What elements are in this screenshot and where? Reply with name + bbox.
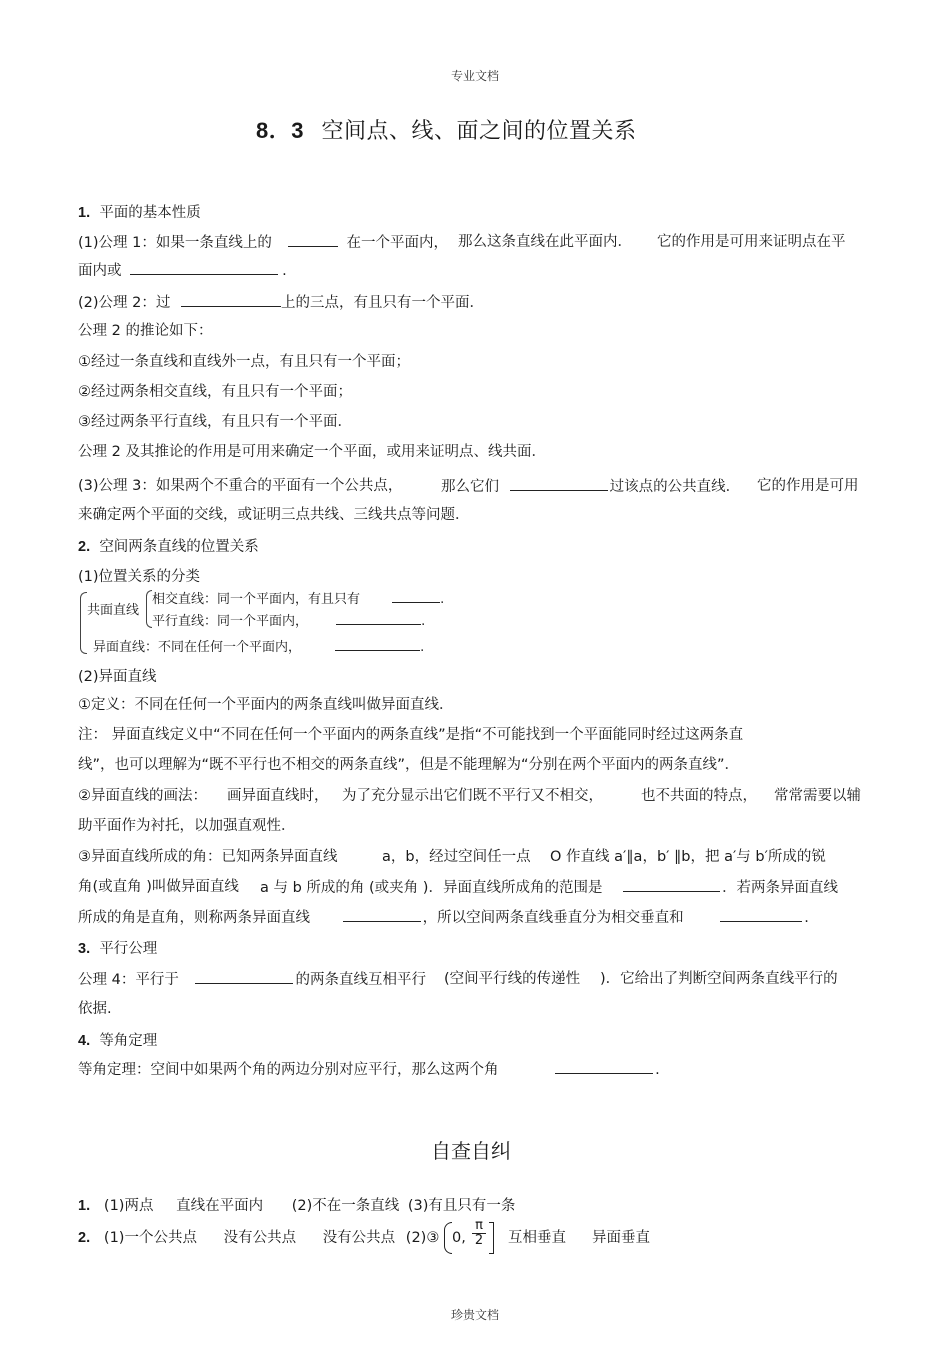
axiom2-corollary-intro: 公理 2 的推论如下： xyxy=(78,323,213,339)
axiom3-text-b: 那么它们 过该点的公共直线． xyxy=(441,476,740,497)
interval-left: 0, xyxy=(452,1230,466,1246)
section-3-heading: 3. 平行公理 xyxy=(78,941,158,957)
title-number: 8．3 xyxy=(256,118,304,143)
axiom2-usage: 公理 2 及其推论的作用是可用来确定一个平面，或用来证明点、线共面． xyxy=(78,444,546,460)
blank[interactable] xyxy=(181,292,281,307)
drawing-text: 为了充分显示出它们既不平行又不相交， xyxy=(342,788,603,804)
skew-definition: ①定义：不同在任何一个平面内的两条直线叫做异面直线． xyxy=(78,697,454,713)
blank[interactable] xyxy=(130,260,278,275)
page-footer: 珍贵文档 xyxy=(451,1308,500,1322)
interval-close-bracket xyxy=(489,1222,494,1254)
axiom1-text: 它的作用是可用来证明点在平 xyxy=(657,234,846,250)
outer-brace xyxy=(80,592,87,654)
skew-lines-title: (2)异面直线 xyxy=(78,669,157,685)
interval-open-paren xyxy=(444,1222,452,1254)
axiom2-line: (2)公理 2：过 上的三点，有且只有一个平面． xyxy=(78,292,484,313)
equal-angle-theorem: 等角定理：空间中如果两个角的两边分别对应平行，那么这两个角 . xyxy=(78,1059,660,1080)
axiom3-text: (3)公理 3：如果两个不重合的平面有一个公共点， xyxy=(78,478,403,494)
parallel-row: 平行直线：同一个平面内， . xyxy=(152,614,426,629)
axiom3-text: 它的作用是可用 xyxy=(757,478,859,494)
answer-row-2: 2. (1)一个公共点 没有公共点 没有公共点 (2)③ xyxy=(78,1230,440,1246)
page-title xyxy=(256,114,637,145)
axiom4-line: 公理 4：平行于 的两条直线互相平行 xyxy=(78,969,426,990)
skew-row: 异面直线：不同在任何一个平面内， . xyxy=(93,640,425,655)
title-text: 空间点、线、面之间的位置关系 xyxy=(321,119,637,144)
blank[interactable] xyxy=(335,638,420,651)
angle-text-b: a 与 b 所成的角 (或夹角 )．异面直线所成角的范围是 ．若两条异面直线 xyxy=(260,877,838,898)
section-1-heading: 1. 平面的基本性质 xyxy=(78,205,201,221)
note-line-2: 线”，也可以理解为“既不平行也不相交的两条直线”，但是不能理解为“分别在两个平面内的两条直线”． xyxy=(78,757,740,773)
blank[interactable] xyxy=(510,476,608,491)
drawing-text: 助平面作为衬托，以加强直观性． xyxy=(78,818,296,834)
intersect-row: 相交直线：同一个平面内，有且只有 . xyxy=(152,592,445,607)
axiom3-text: 来确定两个平面的交线，或证明三点共线、三线共点等问题． xyxy=(78,507,470,523)
drawing-text: ②异面直线的画法： xyxy=(78,788,207,804)
corollary-2: ②经过两条相交直线，有且只有一个平面； xyxy=(78,384,352,400)
self-check-title: 自查自纠 xyxy=(431,1139,511,1163)
pi-over-two: $\frac{\pi}{2}$ xyxy=(472,1219,486,1248)
blank[interactable] xyxy=(195,969,293,984)
section-2-heading: 2. 空间两条直线的位置关系 xyxy=(78,539,259,555)
page-header: 专业文档 xyxy=(451,69,500,83)
axiom4-text: 依据. xyxy=(78,1001,112,1017)
corollary-1: ①经过一条直线和直线外一点，有且只有一个平面； xyxy=(78,354,410,370)
axiom1-text: 那么这条直线在此平面内． xyxy=(458,234,632,250)
answer-row-1: 1. (1)两点 直线在平面内 (2)不在一条直线 (3)有且只有一条 xyxy=(78,1198,516,1214)
axiom1-line1: (1)公理 1：如果一条直线上的 在一个平面内， xyxy=(78,232,448,253)
axiom4-text: )．它给出了判断空间两条直线平行的 xyxy=(600,971,838,987)
drawing-text: 常常需要以辅 xyxy=(774,788,861,804)
axiom1-line2: 面内或 . xyxy=(78,260,287,281)
drawing-text: 画异面直线时， xyxy=(227,788,329,804)
answer-text: 互相垂直 xyxy=(508,1230,566,1246)
note-line-1: 注： 异面直线定义中“不同在任何一个平面内的两条直线”是指“不可能找到一个平面能同时经过这两条直 xyxy=(78,727,744,743)
answer-text: 异面垂直 xyxy=(592,1230,650,1246)
classification-title: (1)位置关系的分类 xyxy=(78,569,201,585)
section-4-heading: 4. 等角定理 xyxy=(78,1033,158,1049)
blank[interactable] xyxy=(720,907,802,922)
corollary-3: ③经过两条平行直线，有且只有一个平面． xyxy=(78,414,352,430)
blank[interactable] xyxy=(392,590,440,603)
blank[interactable] xyxy=(623,877,720,892)
coplanar-label: 共面直线 xyxy=(87,603,140,618)
drawing-text: 也不共面的特点， xyxy=(641,788,757,804)
blank[interactable] xyxy=(555,1059,653,1074)
blank[interactable] xyxy=(336,612,421,625)
blank[interactable] xyxy=(343,907,421,922)
angle-text: a，b，经过空间任一点 xyxy=(382,849,531,865)
angle-text: 角(或直角 )叫做异面直线 xyxy=(78,879,239,895)
angle-text: O 作直线 a′∥a，b′ ∥b，把 a′与 b′所成的锐 xyxy=(550,849,826,865)
axiom4-text: (空间平行线的传递性 xyxy=(444,971,581,987)
angle-text-c: 所成的角是直角，则称两条异面直线 ，所以空间两条直线垂直分为相交垂直和 . xyxy=(78,907,809,928)
blank[interactable] xyxy=(288,232,338,247)
angle-text: ③异面直线所成的角：已知两条异面直线 xyxy=(78,849,338,865)
